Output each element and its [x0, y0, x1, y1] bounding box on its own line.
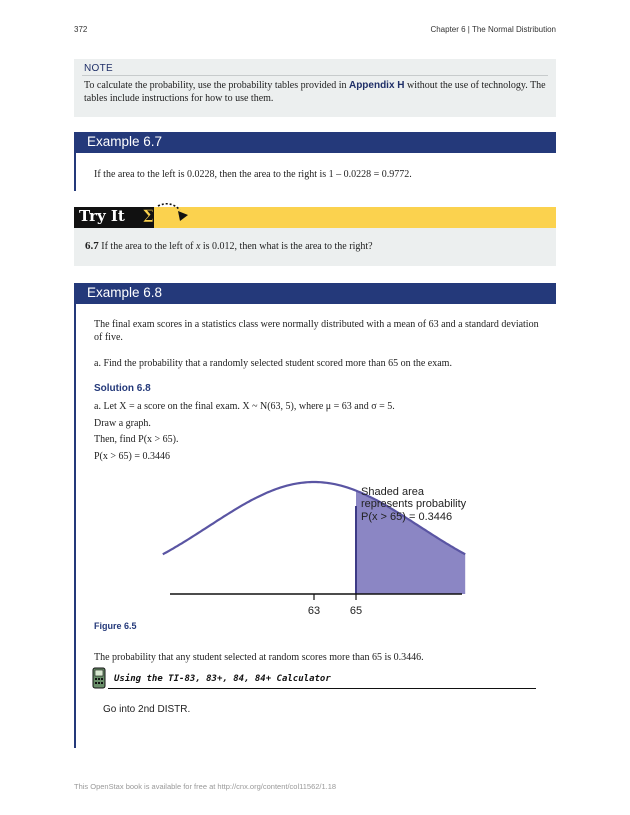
try-it-sigma-icon — [140, 200, 195, 228]
solution-line-3: Then, find P(x > 65). — [94, 434, 179, 445]
solution-line-4: P(x > 65) = 0.3446 — [94, 451, 171, 462]
chapter-title: Chapter 6 | The Normal Distribution — [430, 25, 556, 34]
try-it-question — [85, 240, 373, 253]
calculator-title: Using the TI-83, 83+, 84, 84+ Calculator — [114, 674, 331, 684]
example-6-7-left-rule — [74, 153, 76, 191]
normal-curve-figure — [160, 476, 470, 621]
try-it-q-after: is 0.012, then what is the area to the right? — [200, 241, 373, 252]
example-6-8-part-a: a. Find the probability that a randomly selected student scored more than 65 on the exam. — [94, 358, 452, 369]
calculator-rule — [108, 688, 536, 689]
example-6-7-header — [74, 132, 556, 153]
note-title: NOTE — [84, 63, 113, 74]
tick-label-63: 63 — [307, 605, 321, 617]
calculator-step: Go into 2nd DISTR. — [103, 704, 191, 715]
calculator-icon — [92, 667, 106, 689]
try-it-q-var: x — [195, 241, 201, 252]
try-it-number: 6.7 — [85, 240, 99, 252]
example-6-7-text: If the area to the left is 0.0228, then the area to the right is 1 – 0.0228 = 0.9772. — [94, 169, 412, 180]
appendix-h-link[interactable]: Appendix H — [348, 80, 405, 91]
annotation-line-1: Shaded area — [361, 486, 424, 498]
example-6-8-title: Example 6.8 — [87, 285, 163, 300]
solution-line-2: Draw a graph. — [94, 418, 151, 429]
note-box — [74, 59, 556, 117]
tick-label-65: 65 — [349, 605, 363, 617]
solution-line-1: a. Let X = a score on the final exam. X ~ N(63, 5), where μ = 63 and σ = 5. — [94, 401, 395, 412]
note-text-before: To calculate the probability, use the probability tables provided in — [84, 80, 349, 91]
example-6-7-title: Example 6.7 — [87, 134, 163, 149]
try-it-q-before: If the area to the left of — [98, 241, 196, 252]
note-divider — [82, 75, 548, 76]
annotation-line-3: P(x > 65) = 0.3446 — [361, 511, 453, 523]
example-6-8-problem: The final exam scores in a statistics class were normally distributed with a mean of 63 and a standard deviation of five. — [94, 319, 539, 343]
annotation-line-2: represents probability — [361, 498, 467, 510]
note-text-after: without the use of technology. The tables include instructions for how to use them. — [84, 80, 546, 104]
solution-6-8-title: Solution 6.8 — [94, 383, 151, 394]
footer-text: This OpenStax book is available for free at http://cnx.org/content/col11562/1.18 — [74, 782, 337, 791]
page-number: 372 — [74, 25, 88, 34]
sigma-glyph: Σ — [142, 207, 155, 227]
note-text — [84, 79, 549, 105]
example-6-8-left-rule — [74, 304, 76, 748]
try-it-label-text: Try It — [79, 207, 125, 225]
example-6-8-header — [74, 283, 556, 304]
figure-caption: Figure 6.5 — [94, 621, 137, 631]
conclusion-text: The probability that any student selected at random scores more than 65 is 0.3446. — [94, 652, 424, 663]
